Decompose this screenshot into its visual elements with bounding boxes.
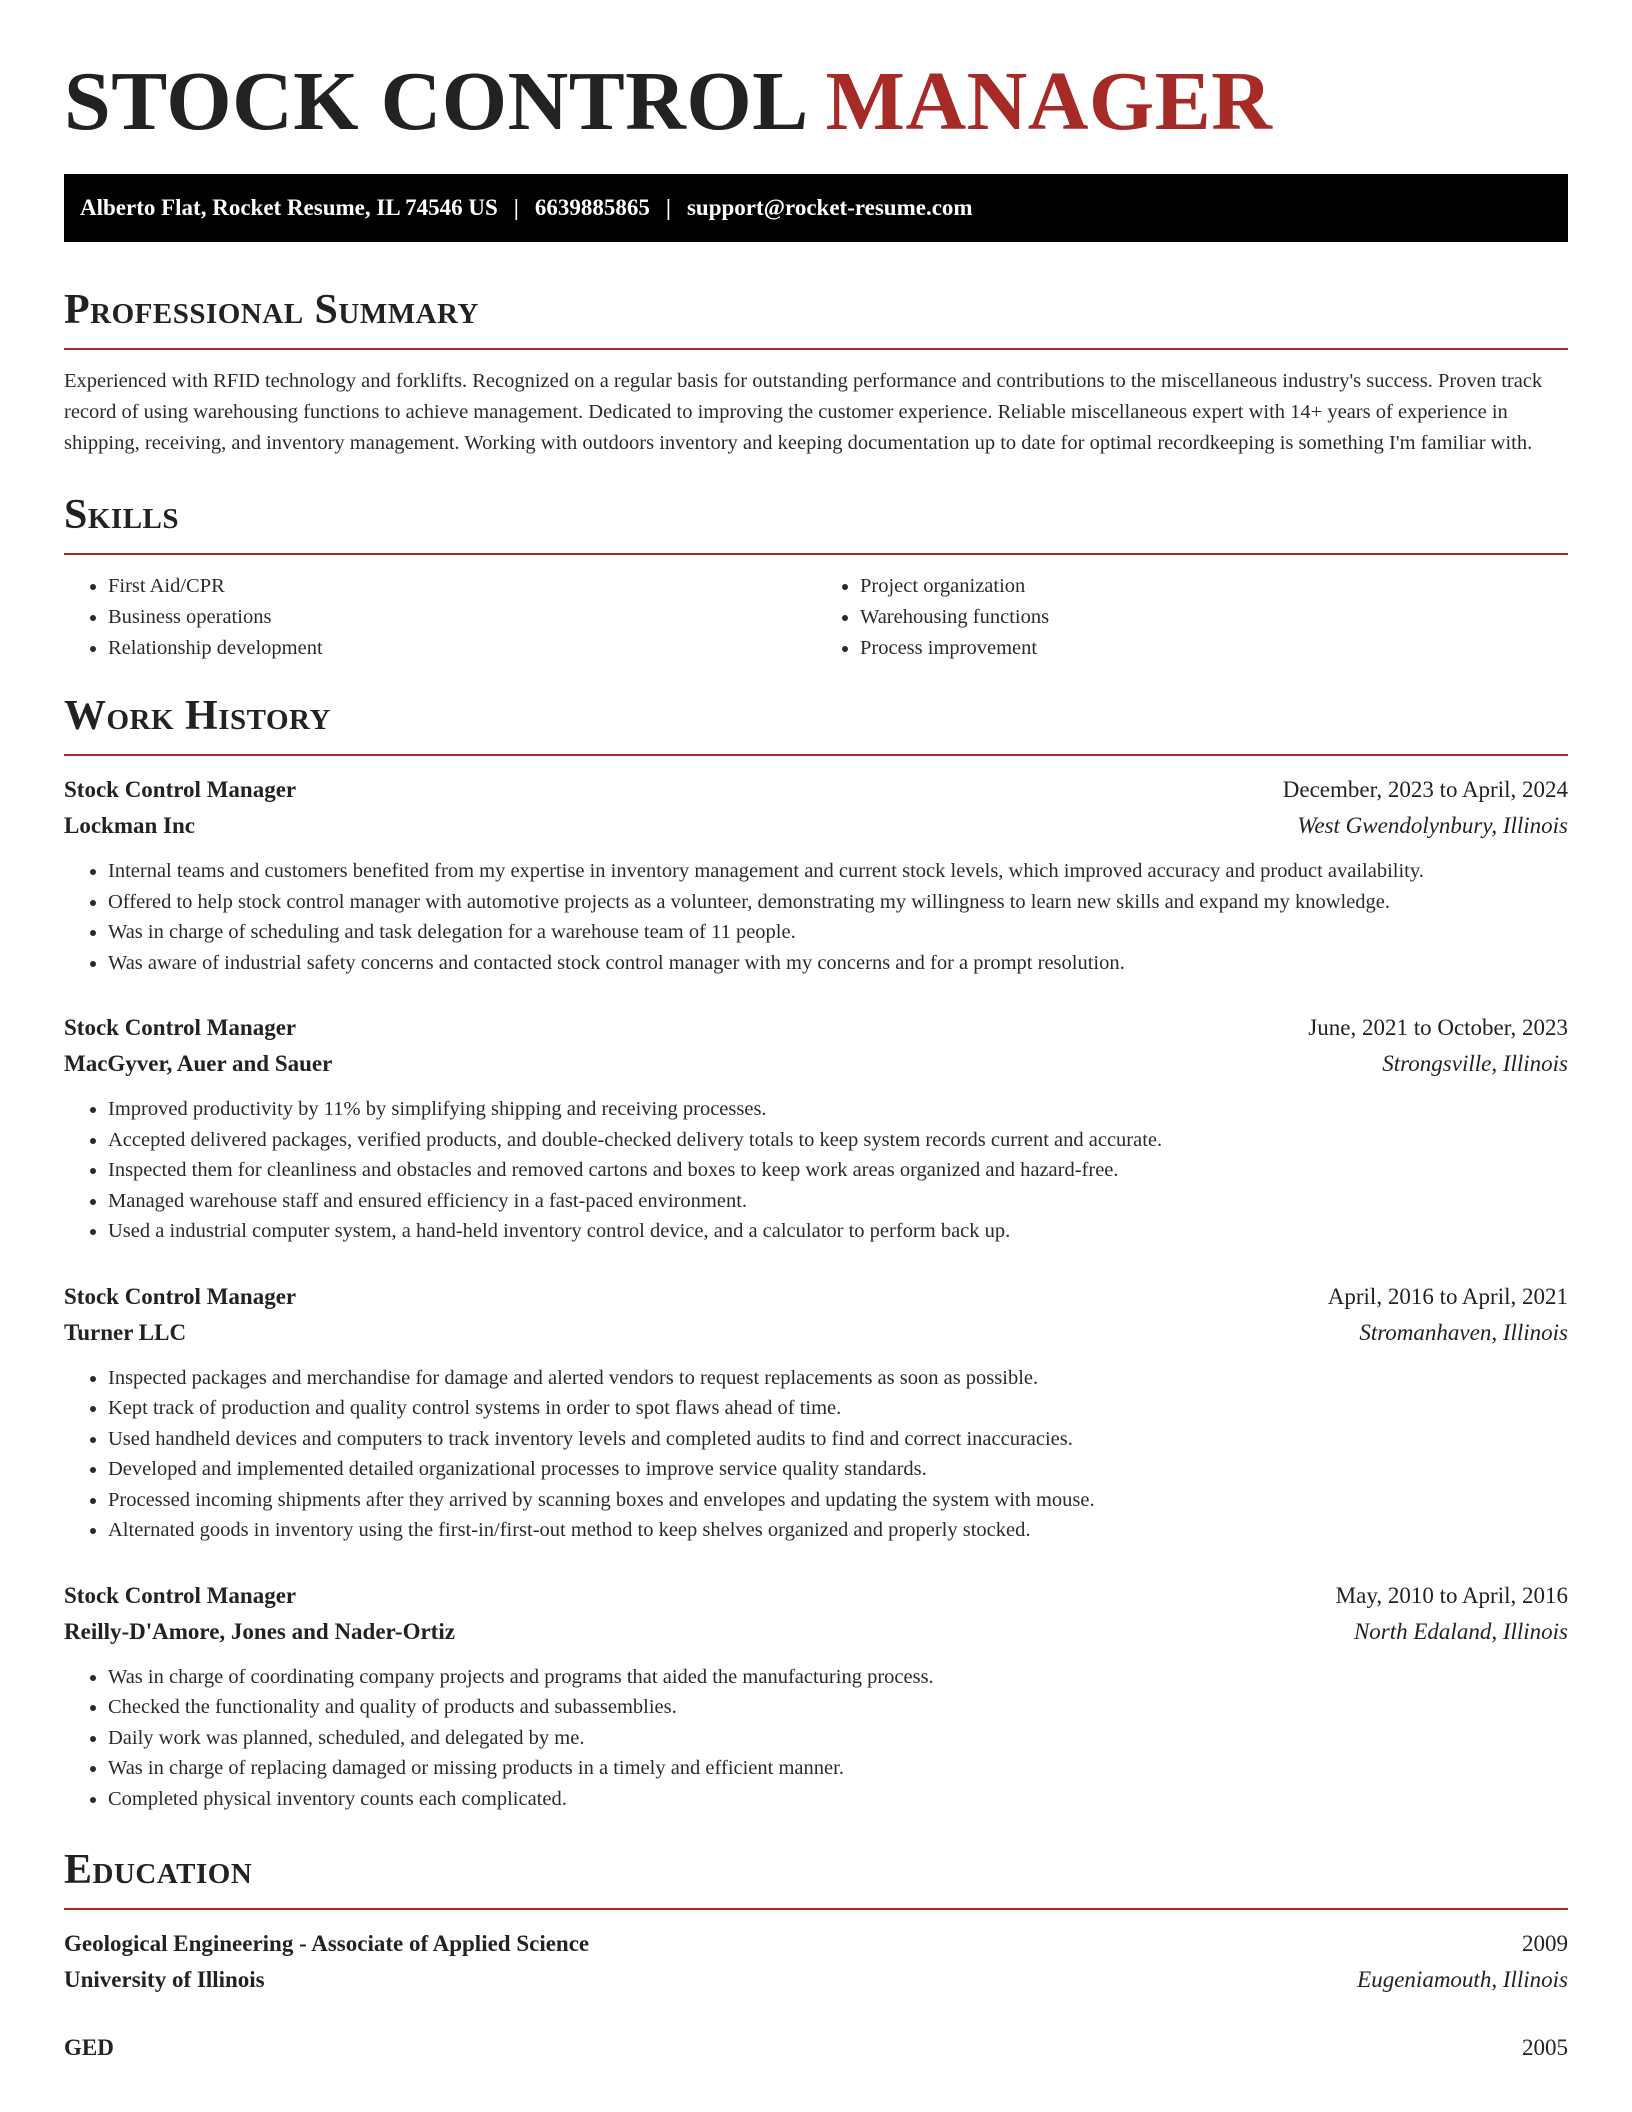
job-bullet: • Used handheld devices and computers to track inventory levels and completed audits to find and correct inaccuracies. [108, 1424, 1568, 1455]
job-entry [64, 1279, 1568, 1546]
contact-phone: 6639885865 [534, 195, 650, 220]
skill-item: • Warehousing functions [860, 602, 1568, 633]
job-title: Stock Control Manager [64, 777, 297, 802]
resume-title [64, 0, 1568, 176]
job-location: Strongsville, Illinois [1382, 1051, 1568, 1076]
job-company: MacGyver, Auer and Sauer [64, 1051, 333, 1076]
job-entry [64, 1010, 1568, 1247]
contact-separator: | [513, 195, 519, 220]
work-history-section [64, 692, 1568, 1814]
job-bullets [64, 1363, 1568, 1546]
job-bullet: • Daily work was planned, scheduled, and delegated by me. [108, 1723, 1568, 1754]
section-divider [64, 348, 1568, 350]
job-dates: June, 2021 to October, 2023 [1308, 1015, 1568, 1040]
job-bullet: • Improved productivity by 11% by simplifying shipping and receiving processes. [108, 1094, 1568, 1125]
education-location: Eugeniamouth, Illinois [1357, 1967, 1568, 1992]
job-bullet: • Accepted delivered packages, verified products, and double-checked delivery totals to keep system records current and accurate. [108, 1125, 1568, 1156]
education-entry [64, 2030, 1568, 2066]
contact-bar [64, 174, 1568, 242]
skill-item: • Business operations [108, 602, 816, 633]
job-location: North Edaland, Illinois [1353, 1618, 1568, 1644]
job-bullet: • Checked the functionality and quality of products and subassemblies. [108, 1692, 1568, 1723]
contact-address: Alberto Flat, Rocket Resume, IL 74546 US [80, 195, 498, 220]
skills-heading: Skills [64, 492, 180, 538]
job-bullet: • Used a industrial computer system, a hand-held inventory control device, and a calculator to perform back up. [108, 1216, 1568, 1247]
job-company: Lockman Inc [64, 813, 195, 838]
skill-item: • Process improvement [860, 633, 1568, 664]
education-section [64, 1846, 1568, 2066]
title-part-2: MANAGER [825, 55, 1273, 148]
job-dates: April, 2016 to April, 2021 [1327, 1283, 1568, 1309]
job-bullet: • Processed incoming shipments after they arrived by scanning boxes and envelopes and updating the system with mouse. [108, 1485, 1568, 1516]
job-bullet: • Kept track of production and quality control systems in order to spot flaws ahead of time. [108, 1393, 1568, 1424]
job-entry [64, 772, 1568, 978]
title-part-1: STOCK CONTROL [64, 55, 805, 148]
job-bullet: • Inspected them for cleanliness and obstacles and removed cartons and boxes to keep work areas organized and hazard-free. [108, 1155, 1568, 1186]
job-bullet: • Completed physical inventory counts each complicated. [108, 1784, 1568, 1815]
job-bullet: • Was in charge of replacing damaged or missing products in a timely and efficient manner. [108, 1753, 1568, 1784]
summary-heading: Professional Summary [64, 287, 479, 333]
section-divider [64, 553, 1568, 555]
job-bullets [64, 1094, 1568, 1247]
job-company: Reilly-D'Amore, Jones and Nader-Ortiz [64, 1618, 455, 1644]
work-history-heading: Work History [64, 693, 331, 739]
job-company: Turner LLC [64, 1319, 187, 1345]
job-location: Stromanhaven, Illinois [1359, 1319, 1568, 1345]
skill-item: • Project organization [860, 571, 1568, 602]
education-heading: Education [64, 1847, 253, 1893]
job-dates: December, 2023 to April, 2024 [1282, 777, 1568, 802]
skill-item: • First Aid/CPR [108, 571, 816, 602]
skills-column-right [816, 571, 1568, 664]
job-location: West Gwendolynbury, Illinois [1297, 813, 1568, 838]
skills-column-left [64, 571, 816, 664]
education-school: University of Illinois [64, 1967, 265, 1992]
job-bullets [64, 1662, 1568, 1815]
job-title: Stock Control Manager [64, 1015, 297, 1040]
contact-email: support@rocket-resume.com [686, 195, 973, 220]
job-bullet: • Managed warehouse staff and ensured efficiency in a fast-paced environment. [108, 1186, 1568, 1217]
section-divider [64, 754, 1568, 756]
job-bullet: • Was in charge of coordinating company projects and programs that aided the manufacturing process. [108, 1662, 1568, 1693]
job-bullet: • Was aware of industrial safety concerns and contacted stock control manager with my concerns and for a prompt resolution. [108, 948, 1568, 979]
contact-separator: | [665, 195, 671, 220]
job-bullet: • Was in charge of scheduling and task delegation for a warehouse team of 11 people. [108, 917, 1568, 948]
education-entry [64, 1926, 1568, 1998]
education-degree: Geological Engineering - Associate of Applied Science [64, 1931, 590, 1956]
job-bullets [64, 856, 1568, 978]
job-bullet: • Offered to help stock control manager with automotive projects as a volunteer, demonstrating my willingness to learn new skills and expand my knowledge. [108, 887, 1568, 918]
job-bullet: • Inspected packages and merchandise for damage and alerted vendors to request replacements as soon as possible. [108, 1363, 1568, 1394]
section-divider [64, 1908, 1568, 1910]
job-bullet: • Alternated goods in inventory using the first-in/first-out method to keep shelves organized and properly stocked. [108, 1515, 1568, 1546]
skills-section [64, 491, 1568, 664]
skills-grid [64, 571, 1568, 664]
job-bullet: • Internal teams and customers benefited from my expertise in inventory management and current stock levels, which improved accuracy and product availability. [108, 856, 1568, 887]
job-entry [64, 1578, 1568, 1815]
job-title: Stock Control Manager [64, 1283, 297, 1309]
summary-text: Experienced with RFID technology and forklifts. Recognized on a regular basis for outstanding performance and contributions to the miscellaneous industry's success. Proven track record of using warehousing functions to achieve management. Dedicated to improving the customer experience. Reliable miscellaneous expert with 14+ years of experience in shipping, receiving, and inventory management. Working with outdoors inventory and keeping documentation up to date for optimal recordkeeping is something I'm familiar with. [64, 370, 1543, 454]
job-dates: May, 2010 to April, 2016 [1335, 1582, 1568, 1608]
job-title: Stock Control Manager [64, 1582, 297, 1608]
summary-section [64, 286, 1568, 459]
education-year: 2005 [1522, 2035, 1568, 2060]
education-year: 2009 [1522, 1931, 1568, 1956]
education-degree: GED [64, 2035, 114, 2060]
job-bullet: • Developed and implemented detailed organizational processes to improve service quality standards. [108, 1454, 1568, 1485]
skill-item: • Relationship development [108, 633, 816, 664]
